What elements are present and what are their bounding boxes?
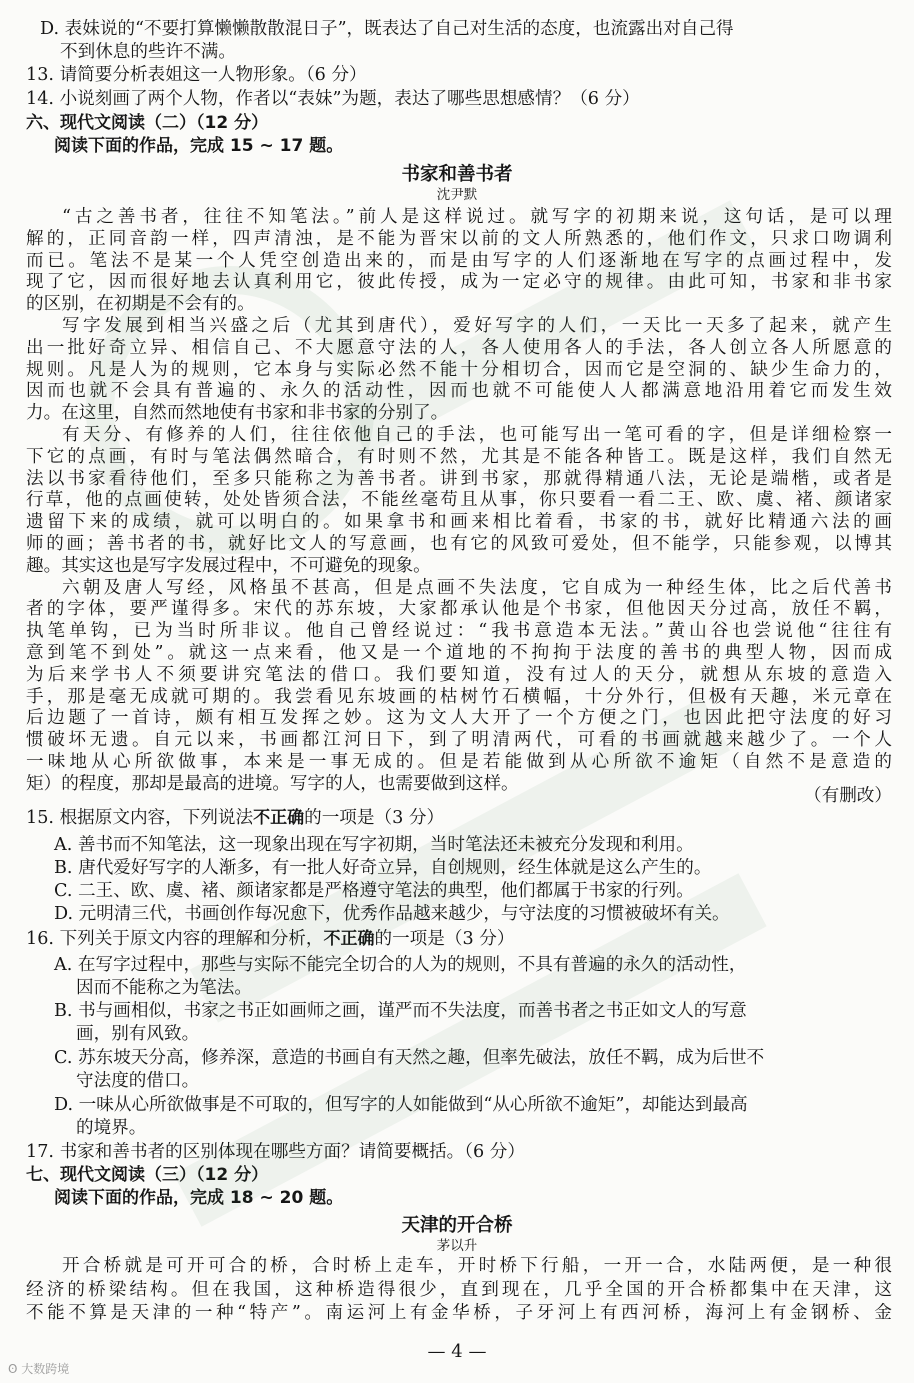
article-line — [26, 707, 892, 729]
article-line-text: 而已。笔法不是某一个人凭空创造出来的，而是由写字的人们逐渐地在写字的点画过程中，发 — [26, 250, 892, 271]
article-line-text: 有天分、有修养的人们，往往依他自己的手法，也可能写出一笔可看的字，但是详细检察一 — [62, 425, 892, 445]
q15-option-d: D. 元明清三代，书画创作每况愈下，优秀作品越来越少，与守法度的习惯被破坏有关。 — [54, 904, 730, 924]
article-line — [26, 380, 892, 402]
article-line: 趣。其实这也是写字发展过程中，不可避免的现象。 — [26, 555, 431, 576]
question-14: 14. 小说刻画了两个人物，作者以“表妹”为题，表达了哪些思想感情？（6 分） — [26, 89, 640, 109]
article-2-title: 天津的开合桥 — [401, 1215, 513, 1236]
article-line — [26, 337, 892, 359]
article-line-text: 写字发展到相当兴盛之后（尤其到唐代），爱好写字的人们，一天比一天多了起来，就产生 — [62, 316, 892, 336]
article-1-note: （有删改） — [804, 786, 892, 806]
article-line — [26, 533, 892, 555]
q16-stem-start: 16. 下列关于原文内容的理解和分析， — [26, 929, 324, 949]
article-line-text: 师的画；善书者的书，就好比文人的写意画，也有它的风致可爱处，但不能学，只能参观，以博其 — [26, 534, 892, 554]
q16-option-a-line1: A. 在写字过程中，那些与实际不能完全切合的人为的规则，不具有普遍的永久的活动性， — [54, 955, 747, 975]
section-7-instruction: 阅读下面的作品，完成 18 ~ 20 题。 — [54, 1188, 344, 1208]
article-line — [26, 729, 892, 751]
article-line — [26, 250, 892, 272]
article-line — [62, 315, 892, 337]
article-line-text: 一味地从心所欲做事，本来是一事无成的。但是若能做到从心所欲不逾矩（自然不是意造的 — [26, 752, 892, 772]
article-line — [26, 751, 892, 773]
q16-option-b-line2: 画，别有风致。 — [76, 1024, 200, 1044]
article-line — [26, 359, 892, 381]
article-line — [26, 686, 892, 708]
article-line — [62, 424, 892, 446]
article-line-text: 下它的点画，有时与笔法偶然暗合，有时则不然，尤其是不能各种皆工。既是这样，我们自然无 — [26, 446, 892, 467]
q15-option-b: B. 唐代爱好写字的人渐多，有一批人好奇立异，自创规则，经生体就是这么产生的。 — [54, 858, 712, 878]
article-line-text: 为后来学书人不须要讲究笔法的借口。我们要知道，没有过人的天分，就想从东坡的意造入 — [26, 664, 892, 685]
article-line — [26, 511, 892, 533]
article-line-text: 惯破坏无遗。自元以来，书画都江河日下，到了明清两代，可看的书画就越来越少了。一个人 — [26, 730, 892, 751]
article-2-author: 茅以升 — [436, 1238, 478, 1254]
q13-option-d-line2: 不到休息的些许不满。 — [60, 42, 236, 62]
article-line-text: 规则。凡是人为的规则，它本身与实际必然不能十分相切合，因而它是空洞的、缺少生命力的， — [26, 359, 892, 380]
q16-emphasis: 不正确 — [323, 929, 375, 949]
q16-option-a-line2: 因而不能称之为笔法。 — [76, 978, 252, 998]
article-line-text: 开合桥就是可开可合的桥，合时桥上走车，开时桥下行船，一开一合，水陆两便，是一种很 — [62, 1256, 892, 1276]
article-line — [26, 1302, 892, 1324]
article-line — [26, 446, 892, 468]
article-line-text: 经济的桥梁结构。但在我国，这种桥造得很少，直到现在，几乎全国的开合桥都集中在天津，这 — [26, 1279, 892, 1300]
article-line: 的区别，在初期是不会有的。 — [26, 294, 255, 315]
article-line-text: 者的字体，要严谨得多。宋代的苏东坡，大家都承认他是个书家，但他因天分过高，放任不羁， — [26, 599, 892, 620]
article-line — [26, 1279, 892, 1301]
article-line-text: 因而也就不会具有普遍的、永久的活动性，因而也就不可能使人人都满意地沿用着它而发生效 — [26, 381, 892, 402]
article-line — [26, 228, 892, 250]
article-line — [26, 642, 892, 664]
article-line-text: 遗留下来的成绩，就可以明白的。如果拿书和画来相比着看，书家的书，就好比精通六法的画 — [26, 512, 892, 533]
section-7-heading: 七、现代文阅读（三）（12 分） — [26, 1165, 269, 1185]
article-line-text: 解的，正同音韵一样，四声清浊，是不能为晋宋以前的文人所熟悉的，他们作文，只求口吻调利 — [26, 228, 892, 249]
q16-option-c-line2: 守法度的借口。 — [76, 1071, 200, 1091]
article-line — [26, 489, 892, 511]
article-line-text: 行草，他的点画使转，处处皆须合法，不能丝毫苟且从事，你只要看一看二王、欧、虞、褚、颜诸家 — [26, 490, 892, 511]
article-line-text: 后边题了一首诗，颇有相互发挥之妙。这为文人大开了一个方便之门，也因此把守法度的好习 — [26, 708, 892, 729]
article-1-author: 沈尹默 — [436, 187, 478, 203]
article-line — [26, 468, 892, 490]
footer-logo-icon: ʘ — [8, 1362, 18, 1376]
q15-stem-start: 15. 根据原文内容，下列说法 — [26, 808, 254, 828]
article-line — [62, 1255, 892, 1277]
article-line — [26, 271, 892, 293]
article-line: 力。在这里，自然而然地使有书家和非书家的分别了。 — [26, 403, 449, 424]
article-line — [26, 664, 892, 686]
q15-emphasis: 不正确 — [253, 808, 305, 828]
article-line — [26, 620, 892, 642]
article-line: 矩）的程度，那却是最高的进境。写字的人，也需要做到这样。 — [26, 773, 519, 794]
q15-option-c: C. 二王、欧、虞、褚、颜诸家都是严格遵守笔法的典型，他们都属于书家的行列。 — [54, 881, 694, 901]
q15-option-a: A. 善书而不知笔法，这一现象出现在写字初期，当时笔法还未被充分发现和利用。 — [54, 835, 694, 855]
section-6-instruction: 阅读下面的作品，完成 15 ~ 17 题。 — [54, 136, 344, 156]
article-line — [62, 577, 892, 599]
question-15-stem — [26, 807, 444, 829]
article-line-text: 法以书家看待他们，至多只能称之为善书者。讲到书家，那就得精通八法，无论是端楷，或者是 — [26, 468, 892, 489]
question-17: 17. 书家和善书者的区别体现在哪些方面？请简要概括。（6 分） — [26, 1142, 525, 1162]
article-line-text: 意到笔不到处”。就这一点来看，他又是一个道地的不拘拘于法度的善书的典型人物，因而成 — [26, 643, 892, 663]
article-line-text: 不能不算是天津的一种“特产”。南运河上有金华桥，子牙河上有西河桥，海河上有金钢桥、金 — [26, 1303, 892, 1323]
q15-stem-end: 的一项是（3 分） — [304, 808, 445, 828]
article-line-text: 执笔单钩，已为当时所非议。他自己曾经说过：“我书意造本无法。”黄山谷也尝说他“往往有 — [26, 621, 892, 642]
q16-option-c-line1: C. 苏东坡天分高，修养深，意造的书画自有天然之趣，但率先破法，放任不羁，成为后世不 — [54, 1048, 765, 1068]
q13-option-d-line1: D. 表妹说的“不要打算懒懒散散混日子”，既表达了自己对生活的态度，也流露出对自己得 — [40, 19, 734, 39]
article-line-text: 手，那是毫无成就可期的。我尝看见东坡画的枯树竹石横幅，十分外行，但极有天趣，米元章在 — [26, 686, 892, 707]
question-13: 13. 请简要分析表姐这一人物形象。（6 分） — [26, 65, 367, 85]
article-line-text: 六朝及唐人写经，风格虽不甚高，但是点画不失法度，它自成为一种经生体，比之后代善书 — [62, 577, 892, 598]
q16-option-d-line1: D. 一味从心所欲做事是不可取的，但写字的人如能做到“从心所欲不逾矩”，却能达到最高 — [54, 1095, 748, 1115]
article-line-text: 现了它，因而很好地去认真利用它，彼此传授，成为一定必守的规律。由此可知，书家和非书家 — [26, 272, 892, 293]
page-number: — 4 — — [427, 1341, 487, 1362]
q16-stem-end: 的一项是（3 分） — [374, 929, 515, 949]
footer-text: 大数跨境 — [21, 1362, 70, 1376]
article-line-text: 出一批好奇立异、相信自己、不大愿意守法的人，各人使用各人的手法，各人创立各人所愿意的 — [26, 337, 892, 358]
q16-option-b-line1: B. 书与画相似，书家之书正如画师之画，谨严而不失法度，而善书者之书正如文人的写意 — [54, 1001, 747, 1021]
article-line — [62, 206, 892, 228]
q16-option-d-line2: 的境界。 — [76, 1118, 147, 1138]
footer-logo — [8, 1360, 69, 1377]
article-line-text: “古之善书者，往往不知笔法。”前人是这样说过。就写字的初期来说，这句话，是可以理 — [62, 207, 892, 227]
question-16-stem — [26, 928, 514, 950]
article-line — [26, 598, 892, 620]
section-6-heading: 六、现代文阅读（二）（12 分） — [26, 113, 269, 133]
article-1-title: 书家和善书者 — [401, 164, 513, 185]
